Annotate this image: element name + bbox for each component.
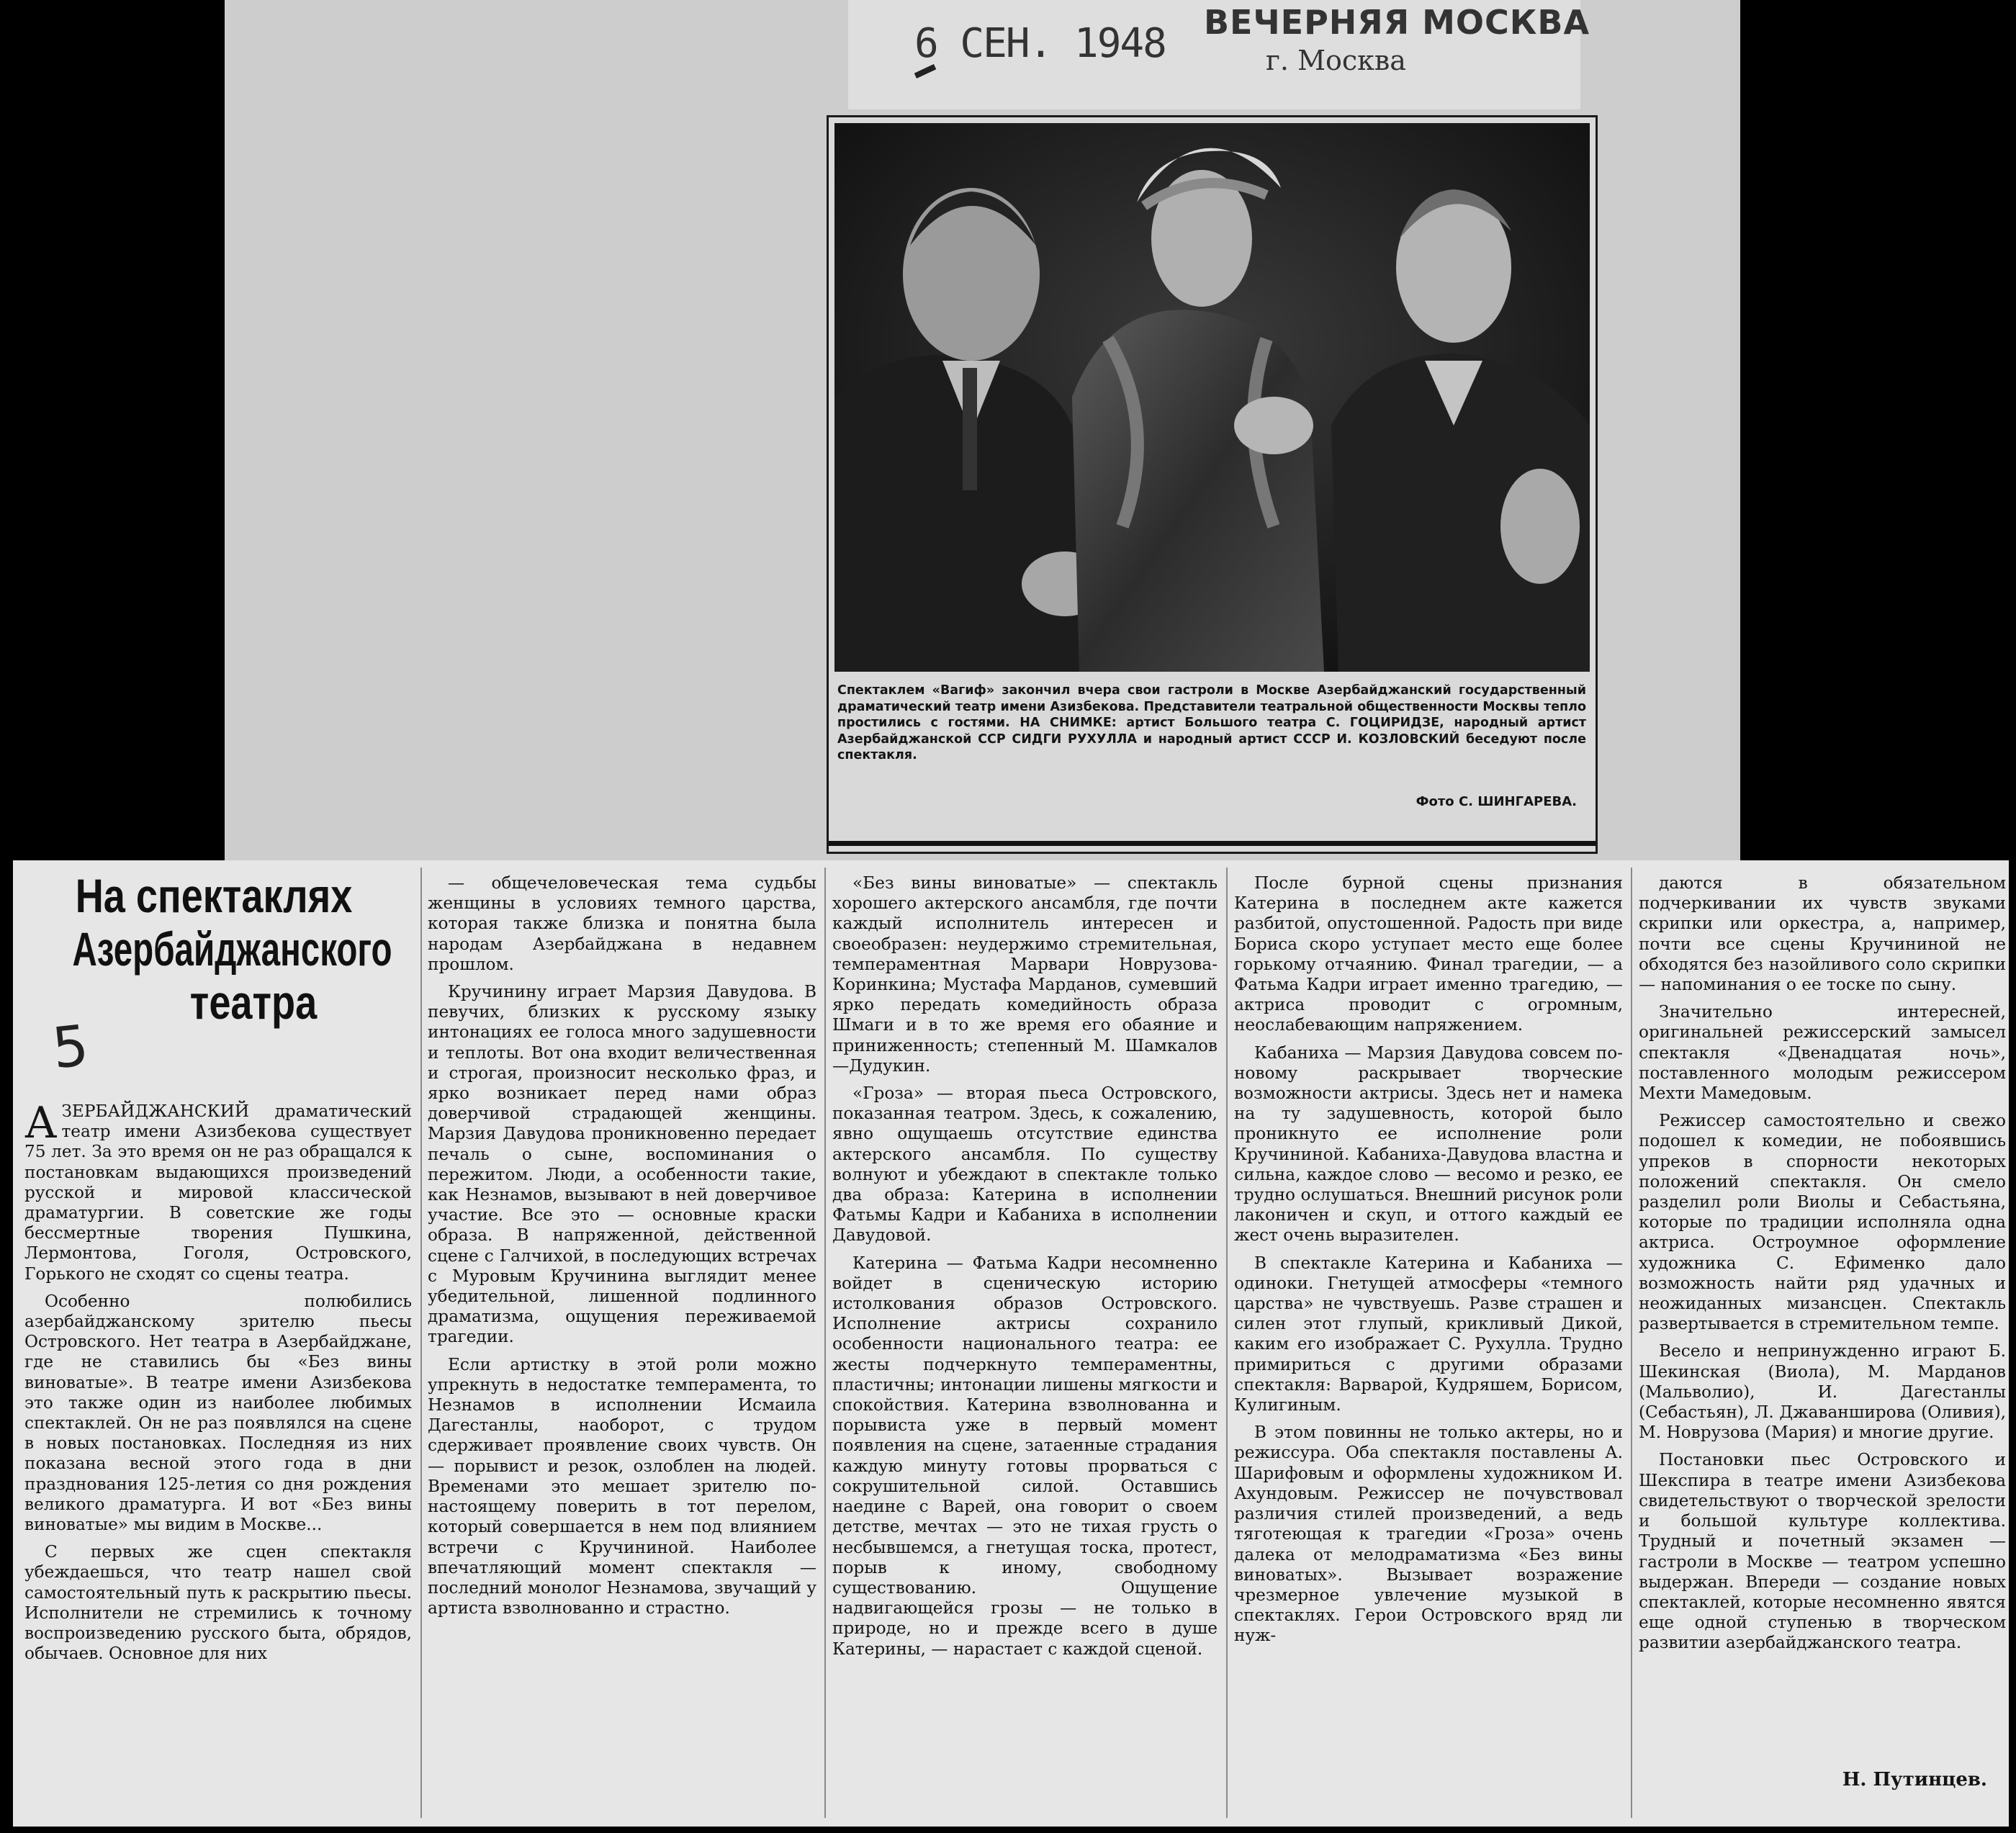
photo-caption: Спектаклем «Вагиф» закончил вчера свои гастроли в Москве Азербайджанский государственный драматический театр имени Азизбекова. Представители театральной общественности Москвы тепло простились с гостями. НА СНИМКЕ: артист Большого театра С. ГОЦИРИДЗЕ, народный артист Азербайджанской ССР СИДГИ РУХУЛЛА и народный артист СССР И. КОЗЛОВСКИЙ беседуют после спектакля. (837, 683, 1586, 762)
paragraph: «Без вины виноватые» — спектакль хорошего актерского ансамбля, где почти каждый исполнитель интересен и своеобразен: неудержимо стремительная, темпераментная Марвари Новрузова-Коринкина; Мустафа Марданов, сумевший ярко передать комедийность образа Шмаги и в то же время его обаяние и приниженность; степенный М. Шамкалов—Дудукин. (832, 873, 1218, 1076)
article-column-3 (832, 873, 1218, 1667)
paragraph: После бурной сцены признания Катерина в последнем акте кажется разбитой, опустошенной. Радость при виде Бориса скоро уступает место еще более горькому отчаянию. Финал трагедии, — а Фатьма Кадри играет именно трагедию, — актриса проводит с огромным, неослабевающим напряжением. (1234, 873, 1623, 1035)
column-divider (1631, 868, 1632, 1818)
headline-line-2: Азербайджанского (72, 922, 392, 976)
article-author: Н. Путинцев. (1842, 1769, 1987, 1791)
paragraph (24, 1098, 412, 1284)
stamp-date: 6 СЕН. 1948 (914, 20, 1166, 67)
paragraph: Кабаниха — Марзия Давудова совсем по-новому раскрывает творческие возможности актрисы. Здесь нет и намека на ту задушевность, которой было проникнуто ее исполнение роли Кручининой. Кабаниха-Давудова властна и сильна, каждое слово — весомо и резко, ее трудно ослушаться. Внешний рисунок роли лаконичен и скуп, и оттого каждый ее жест очень выразителен. (1234, 1042, 1623, 1246)
stamp-newspaper-name: ВЕЧЕРНЯЯ МОСКВА (1204, 3, 1590, 42)
paragraph: Значительно интересней, оригинальней режиссерский замысел спектакля «Двенадцатая ночь», поставленного молодым режиссером Мехти Мамедовым. (1639, 1002, 2006, 1104)
paragraph-text: ЗЕРБАЙДЖАНСКИЙ драматический театр имени Азизбекова существует 75 лет. За это время он не раз обращался к постановкам выдающихся произведений русской и мировой классической драматургии. В советские же годы бессмертные творения Пушкина, Лермонтова, Гоголя, Островского, Горького не сходят со сцены театра. (24, 1102, 412, 1284)
headline-line-1: На спектаклях (75, 869, 353, 922)
drop-cap: А (24, 1098, 58, 1148)
paragraph: В этом повинны не только актеры, но и режиссура. Оба спектакля поставлены А. Шарифовым и оформлены художником И. Ахундовым. Режиссер не почувствовал различия стилей произведений, а ведь тяготеющая к трагедии «Гроза» очень далека от мелодраматизма «Без вины виноватых». Вызывает возражение чрезмерное увлечение музыкой в спектаклях. Герои Островского вряд ли нуж- (1234, 1423, 1623, 1646)
paragraph: Кручинину играет Марзия Давудова. В певучих, близких к русскому языку интонациях ее голоса много задушевности и теплоты. Вот она входит величественная и строгая, произносит несколько фраз, и ярко возникает перед нами образ доверчивой страдающей женщины. Марзия Давудова проникновенно передает печаль о сыне, воспоминания о пережитом. Люди, а особенности такие, как Незнамов, вызывают в ней доверчивое участие. Все это — основные краски образа. В напряженной, действенной сцене с Галчихой, в последующих встречах с Муровым Кручинина выглядит менее убедительной, лишенной подлинного драматизма, ощущения переживаемой трагедии. (428, 982, 816, 1347)
headline-line-3: театра (189, 976, 318, 1029)
column-divider (1226, 868, 1228, 1818)
paragraph: Катерина — Фатьма Кадри несомненно войдет в сценическую историю истолкования образов Островского. Исполнение актрисы сохранило особенности национального театра: ее жесты подчеркнуто темпераментны, пластичны; интонации лишены мягкости и спокойствия. Катерина взволнованна и порывиста уже в первый момент появления на сцене, затаенные страдания каждую минуту готовы прорваться с сокрушительной силой. Оставшись наедине с Варей, она говорит о своем детстве, мечтах — это не тихая грусть о несбывшемся, а гнетущая тоска, протест, порыв к иному, свободному существованию. Ощущение надвигающейся грозы — не только в природе, но и прежде всего в душе Катерины, — нарастает с каждой сценой. (832, 1253, 1218, 1659)
article-column-1 (24, 1098, 412, 1671)
column-divider (824, 868, 826, 1818)
article-column-5 (1639, 873, 2006, 1661)
article-headline (17, 869, 410, 1029)
paragraph: В спектакле Катерина и Кабаниха — одиноки. Гнетущей атмосферы «темного царства» не чувствуешь. Разве страшен и силен этот глупый, крикливый Дикой, каким его изображает С. Рухулла. Трудно примириться с другими образами спектакля: Варварой, Кудряшем, Борисом, Кулигиным. (1234, 1253, 1623, 1415)
photo-clipping (827, 115, 1598, 854)
paragraph: даются в обязательном подчеркивании их чувств звуками скрипки или оркестра, а, например, почти все сцены Кручининой не обходятся без назойливого соло скрипки — напоминания о ее тоске по сыну. (1639, 873, 2006, 995)
paragraph: Весело и непринужденно играют Б. Шекинская (Виола), М. Марданов (Мальволио), И. Дагестанлы (Себастьян), Л. Джаваншировa (Оливия), М. Новрузова (Мария) и многие другие. (1639, 1341, 2006, 1443)
handwritten-number: 5 (49, 1013, 92, 1082)
paragraph: Если артистку в этой роли можно упрекнуть в недостатке темперамента, то Незнамов в исполнении Исмаила Дагестанлы, наоборот, с трудом сдерживает проявление своих чувств. Он — порывист и резок, озлоблен на людей. Временами это мешает зрителю по-настоящему поверить в тот перелом, который совершается в нем под влиянием встречи с Кручининой. Наиболее впечатляющий момент спектакля — последний монолог Незнамова, звучащий у артиста взволнованно и страстно. (428, 1354, 816, 1618)
article-column-2 (428, 873, 816, 1626)
stamp-city: г. Москва (1266, 45, 1406, 76)
column-divider (420, 868, 422, 1818)
paragraph: — общечеловеческая тема судьбы женщины в условиях темного царства, которая также близка и понятна была народам Азербайджана в недавнем прошлом. (428, 873, 816, 974)
article-column-4 (1234, 873, 1623, 1654)
photo-of-three-men (834, 123, 1590, 672)
paragraph: С первых же сцен спектакля убеждаешься, что театр нашел свой самостоятельный путь к раскрытию пьесы. Исполнители не стремились к точному воспроизведению русского быта, обрядов, обычаев. Основное для них (24, 1542, 412, 1664)
photo-credit: Фото С. ШИНГАРЕВА. (1416, 794, 1577, 809)
clipping-rule (829, 841, 1596, 846)
paragraph: Постановки пьес Островского и Шекспира в театре имени Азизбекова свидетельствуют о творческой зрелости и большой культуре коллектива. Трудный и почетный экзамен — гастроли в Москве — театром успешно выдержан. Впереди — создание новых спектаклей, которые несомненно явятся еще одной ступенью в творческом развитии азербайджанского театра. (1639, 1450, 2006, 1653)
article-clipping (13, 860, 2009, 1827)
photo-illustration (834, 123, 1590, 672)
paragraph: Особенно полюбились азербайджанскому зрителю пьесы Островского. Нет театра в Азербайджане, где не ставились бы «Без вины виноватые». В театре имени Азизбекова это также один из наиболее любимых спектаклей. Он не раз появлялся на сцене в новых постановках. Последняя из них показана весной этого года в дни празднования 125-летия со дня рождения великого драматурга. И вот «Без вины виноватые» мы видим в Москве... (24, 1291, 412, 1535)
paragraph: Режиссер самостоятельно и свежо подошел к комедии, не побоявшись упреков в спорности некоторых положений спектакля. Он смело разделил роли Виолы и Себастьяна, которые по традиции исполняла одна актриса. Остроумное оформление художника С. Ефименко дало возможность найти ряд удачных и неожиданных мизансцен. Спектакль развертывается в стремительном темпе. (1639, 1111, 2006, 1334)
paragraph: «Гроза» — вторая пьеса Островского, показанная театром. Здесь, к сожалению, явно ощущаешь отсутствие единства актерского ансамбля. По существу волнуют и убеждают в спектакле только два образа: Катерина в исполнении Фатьмы Кадри и Кабаниха в исполнении Давудовой. (832, 1084, 1218, 1246)
